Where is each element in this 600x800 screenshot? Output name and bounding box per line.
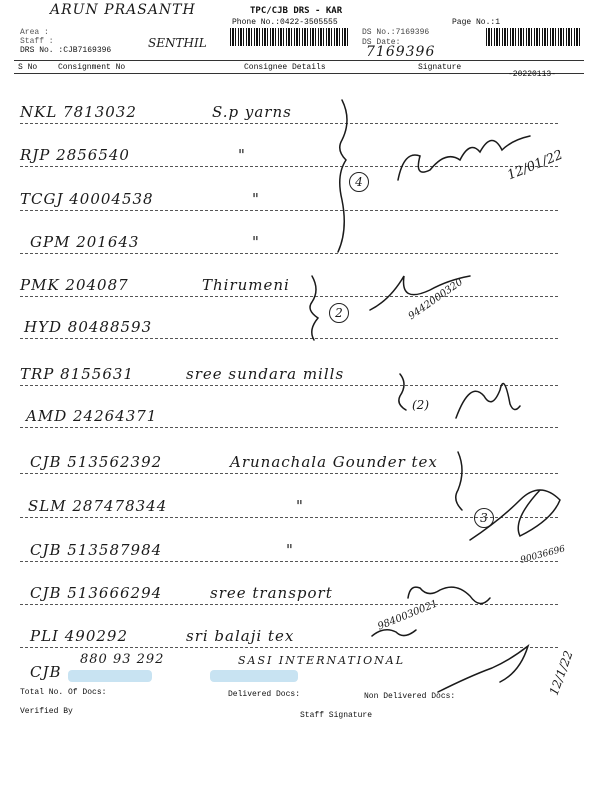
brace-group-4 (456, 452, 462, 510)
handwritten-date-1: 12/01/22 (505, 147, 566, 184)
row-consignee: sri balaji tex (186, 627, 295, 645)
row-consignment: RJP 2856540 (20, 146, 130, 164)
row-consignee: " (252, 233, 260, 251)
brace-group-2 (310, 276, 318, 340)
col-consignee: Consignee Details (244, 63, 326, 72)
row-consignee: Arunachala Gounder tex (230, 453, 438, 471)
signature-4 (470, 490, 560, 540)
row-consignment: CJB (30, 663, 62, 681)
signature-3 (456, 384, 520, 418)
row-consignee: " (296, 497, 304, 515)
row-consignee: sree transport (210, 584, 333, 602)
signature-6 (372, 630, 416, 636)
handwritten-phone-1: 9442000320 (406, 276, 466, 323)
row-consignment: AMD 24264371 (26, 407, 158, 425)
handwritten-date-2: 12/1/22 (546, 648, 576, 698)
brace-group-1 (338, 100, 347, 252)
staff-name-handwritten: SENTHIL (148, 36, 207, 50)
non-delivered-docs-label: Non Delivered Docs: (364, 692, 456, 701)
group-count-1: 4 (349, 172, 369, 192)
phone-number: Phone No.:0422-3505555 (232, 18, 338, 27)
date-tag: -20220113- (508, 70, 557, 79)
ds-number-handwritten: 7169396 (366, 44, 436, 60)
row-consignment: HYD 80488593 (24, 318, 153, 336)
ds-date-label: DS Date: (362, 38, 401, 47)
brace-group-3 (399, 374, 406, 410)
signature-7 (438, 646, 528, 692)
staff-label: Staff : (20, 37, 54, 46)
signature-5 (408, 587, 490, 603)
handwritten-phone-3: 9840030021 (376, 598, 440, 633)
receiver-name-handwritten: ARUN PRASANTH (50, 2, 196, 18)
row-consignment: PMK 204087 (20, 276, 129, 294)
group-count-3: (2) (412, 398, 429, 412)
row-consignee: S.p yarns (212, 103, 292, 121)
total-docs-label: Total No. Of Docs: (20, 688, 107, 697)
signature-1 (398, 136, 530, 180)
row-consignment: TRP 8155631 (20, 365, 134, 383)
signature-2 (370, 276, 470, 310)
row-consignment: SLM 287478344 (28, 497, 168, 515)
delivered-docs-label: Delivered Docs: (228, 690, 301, 699)
row-consignment: CJB 513666294 (30, 584, 163, 602)
row-consignee: " (286, 541, 294, 559)
row-consignee: " (238, 146, 246, 164)
row-consignment: NKL 7813032 (20, 103, 137, 121)
row-consignment: CJB 513562392 (30, 453, 163, 471)
col-s-no: S No (18, 63, 38, 72)
row-extra-number: 880 93 292 (80, 652, 165, 667)
row-consignee: " (252, 190, 260, 208)
row-consignee: sree sundara mills (186, 365, 345, 383)
ds-number: DS No.:7169396 (362, 28, 430, 37)
staff-signature-label: Staff Signature (300, 711, 373, 720)
handwritten-phone-2: 90036696 (519, 544, 567, 566)
col-consignment: Consignment No (58, 63, 126, 72)
col-signature: Signature (418, 63, 462, 72)
verified-by-label: Verified By (20, 707, 73, 716)
group-count-2: 2 (329, 303, 349, 323)
row-consignee: Thirumeni (202, 276, 290, 294)
sheet-title: TPC/CJB DRS - KAR (250, 6, 343, 16)
group-count-4: 3 (474, 508, 494, 528)
page-number: Page No.:1 (452, 18, 501, 27)
row-consignment: PLI 490292 (30, 627, 129, 645)
row-consignment: GPM 201643 (30, 233, 140, 251)
row-consignment: TCGJ 40004538 (20, 190, 154, 208)
area-label: Area : (20, 28, 49, 37)
row-consignment: CJB 513587984 (30, 541, 163, 559)
drs-number: DRS No. :CJB7169396 (20, 46, 112, 55)
row-consignee: SASI INTERNATIONAL (238, 654, 406, 667)
